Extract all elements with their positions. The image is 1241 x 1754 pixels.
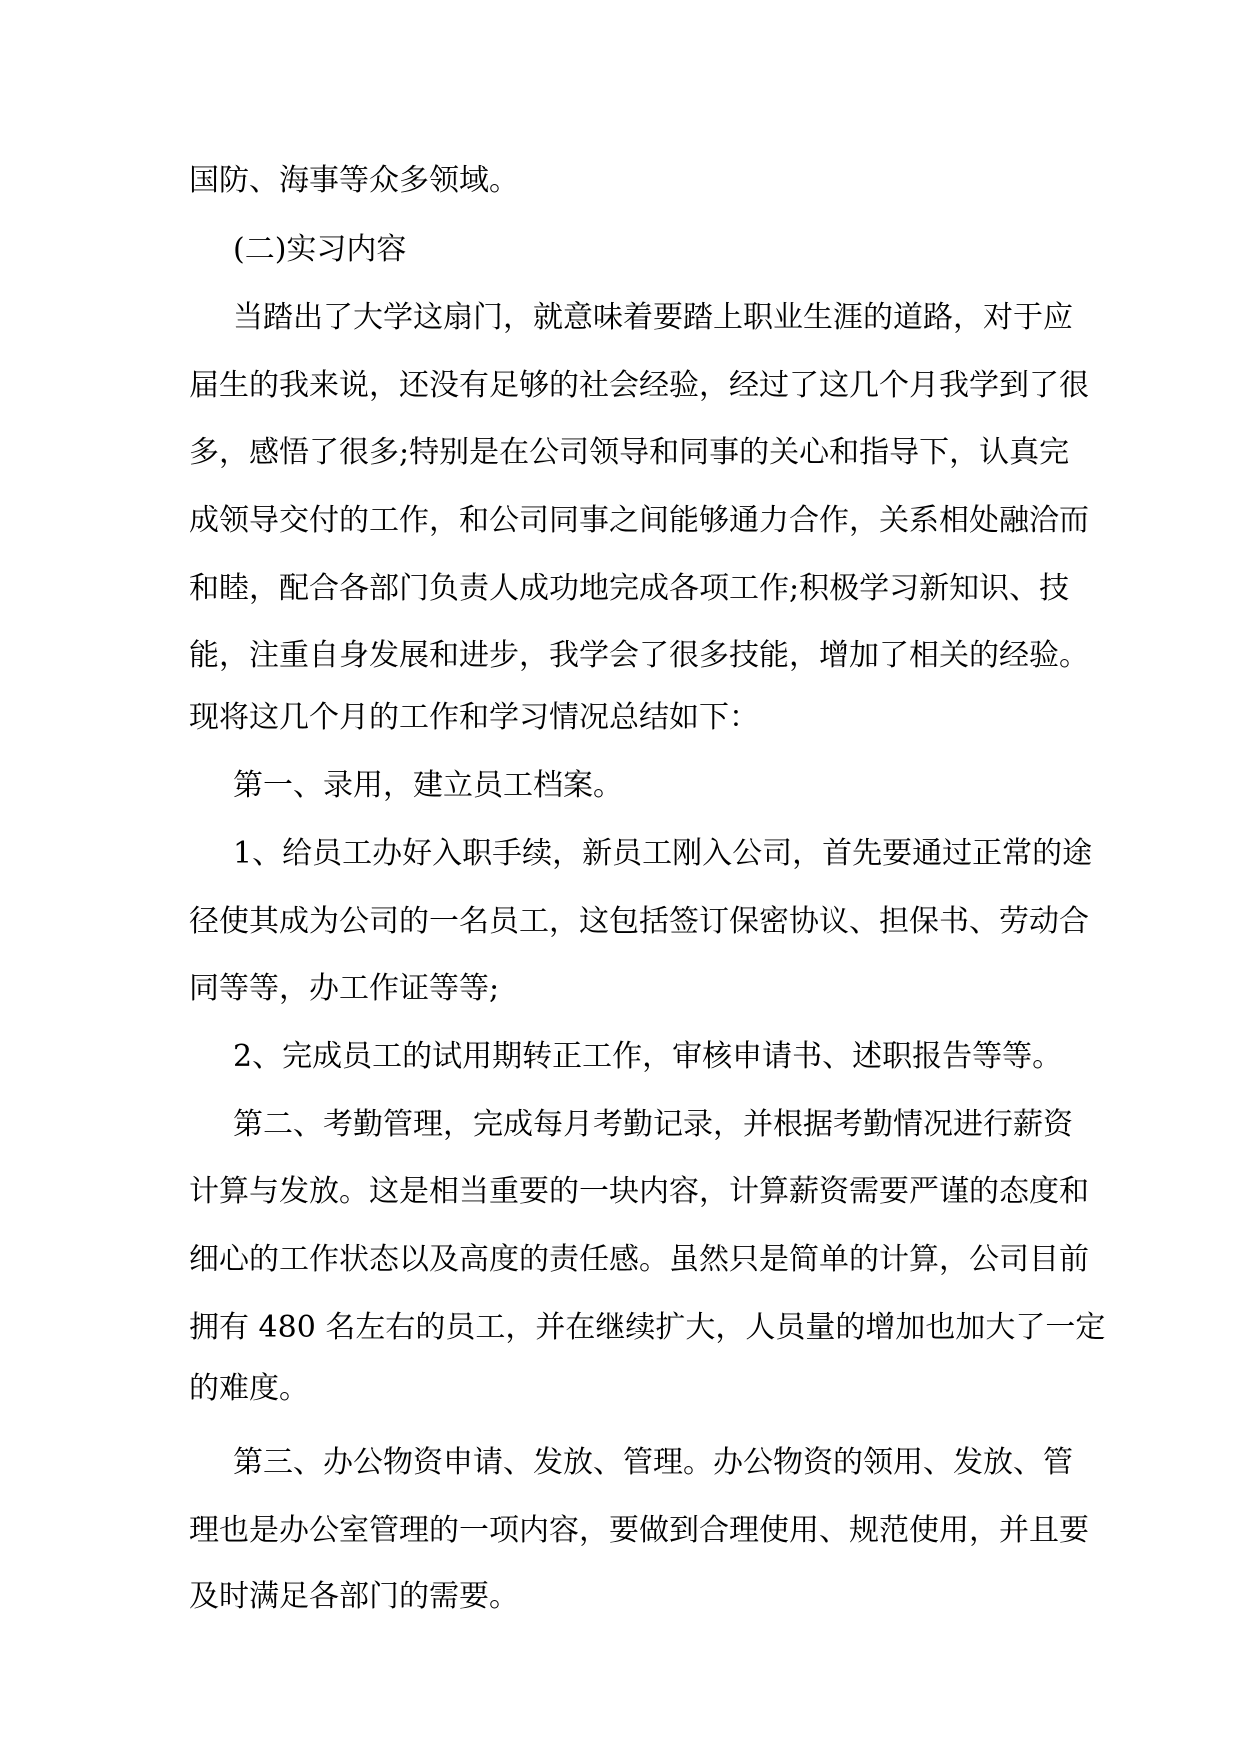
paragraph-line: 的难度。 [189, 1371, 309, 1406]
paragraph-line: 届生的我来说，还没有足够的社会经验，经过了这几个月我学到了很 [189, 368, 1089, 403]
paragraph-line: 能，注重自身发展和进步，我学会了很多技能，增加了相关的经验。 [189, 638, 1089, 673]
section-heading: 第一、录用，建立员工档案。 [233, 768, 623, 803]
paragraph-line: 当踏出了大学这扇门，就意味着要踏上职业生涯的道路，对于应 [233, 300, 1073, 335]
paragraph-line: 国防、海事等众多领域。 [189, 163, 519, 198]
paragraph-line: 2、完成员工的试用期转正工作，审核申请书、述职报告等等。 [233, 1039, 1063, 1074]
paragraph-line: 第二、考勤管理，完成每月考勤记录，并根据考勤情况进行薪资 [233, 1107, 1073, 1142]
paragraph-line: 及时满足各部门的需要。 [189, 1579, 519, 1614]
paragraph-line: 第三、办公物资申请、发放、管理。办公物资的领用、发放、管 [233, 1445, 1073, 1480]
paragraph-line: 和睦，配合各部门负责人成功地完成各项工作;积极学习新知识、技 [189, 571, 1070, 606]
paragraph-line: 径使其成为公司的一名员工，这包括签订保密协议、担保书、劳动合 [189, 904, 1089, 939]
paragraph-line: 1、给员工办好入职手续，新员工刚入公司，首先要通过正常的途 [233, 836, 1093, 871]
paragraph-line: 计算与发放。这是相当重要的一块内容，计算薪资需要严谨的态度和 [189, 1174, 1089, 1209]
paragraph-line: 同等等，办工作证等等; [189, 971, 500, 1006]
paragraph-line: 拥有 480 名左右的员工，并在继续扩大，人员量的增加也加大了一定 [189, 1310, 1106, 1345]
paragraph-line: 成领导交付的工作，和公司同事之间能够通力合作，关系相处融洽而 [189, 503, 1089, 538]
section-heading: (二)实习内容 [233, 232, 407, 267]
paragraph-line: 多，感悟了很多;特别是在公司领导和同事的关心和指导下，认真完 [189, 435, 1070, 470]
paragraph-line: 现将这几个月的工作和学习情况总结如下： [189, 700, 759, 735]
paragraph-line: 细心的工作状态以及高度的责任感。虽然只是简单的计算，公司目前 [189, 1242, 1089, 1277]
paragraph-line: 理也是办公室管理的一项内容，要做到合理使用、规范使用，并且要 [189, 1513, 1089, 1548]
